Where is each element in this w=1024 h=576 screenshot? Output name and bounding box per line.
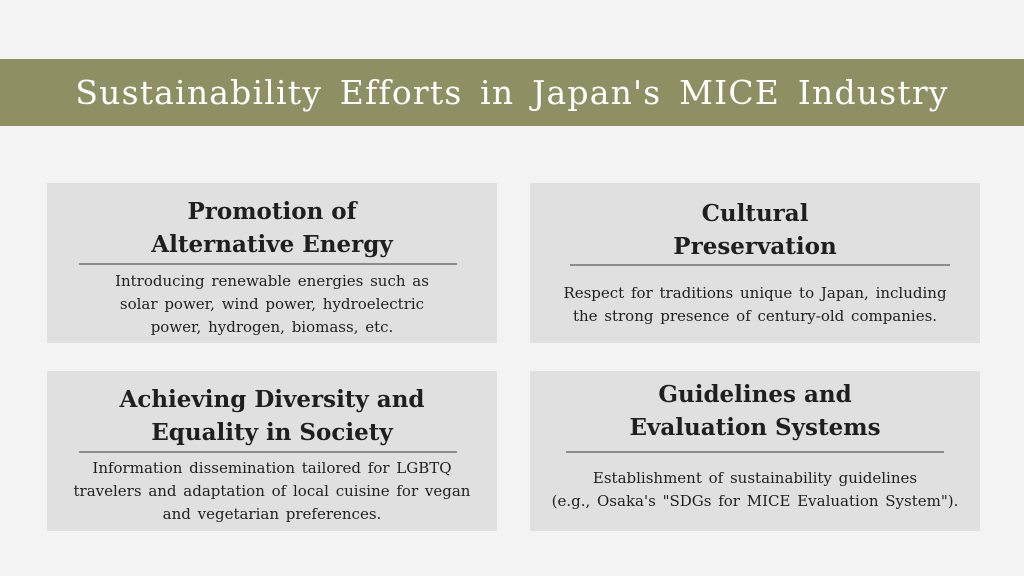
card-alternative-energy [47, 183, 497, 343]
title-banner [0, 59, 1024, 126]
card-body [530, 273, 980, 337]
card-heading [530, 376, 980, 446]
card-heading [47, 381, 497, 451]
card-description: Introducing renewable energies such as solar power, wind power, hydroelectric power, hydrogen, biomass, etc. [115, 271, 429, 336]
card-heading [47, 193, 497, 263]
card-title: Guidelines and Evaluation Systems [629, 381, 881, 441]
card-title: Cultural Preservation [673, 200, 837, 260]
card-body [47, 455, 497, 527]
card-body [530, 457, 980, 523]
card-description: Information dissemination tailored for LGBTQ travelers and adaptation of local cuisine for vegan and vegetarian preferences. [73, 458, 471, 523]
card-title: Achieving Diversity and Equality in Society [119, 386, 425, 446]
card-divider [570, 264, 950, 266]
card-heading [530, 195, 980, 265]
card-guidelines-evaluation [530, 371, 980, 531]
card-divider [79, 263, 457, 265]
card-description: Respect for traditions unique to Japan, including the strong presence of century-old companies. [563, 284, 947, 325]
card-body [47, 268, 497, 340]
card-title: Promotion of Alternative Energy [151, 198, 393, 258]
card-description: Establishment of sustainability guidelines (e.g., Osaka's "SDGs for MICE Evaluation System"). [551, 469, 959, 510]
card-cultural-preservation [530, 183, 980, 343]
card-divider [566, 451, 944, 453]
card-diversity-equality [47, 371, 497, 531]
page-title: Sustainability Efforts in Japan's MICE Industry [75, 73, 949, 112]
card-divider [79, 451, 457, 453]
